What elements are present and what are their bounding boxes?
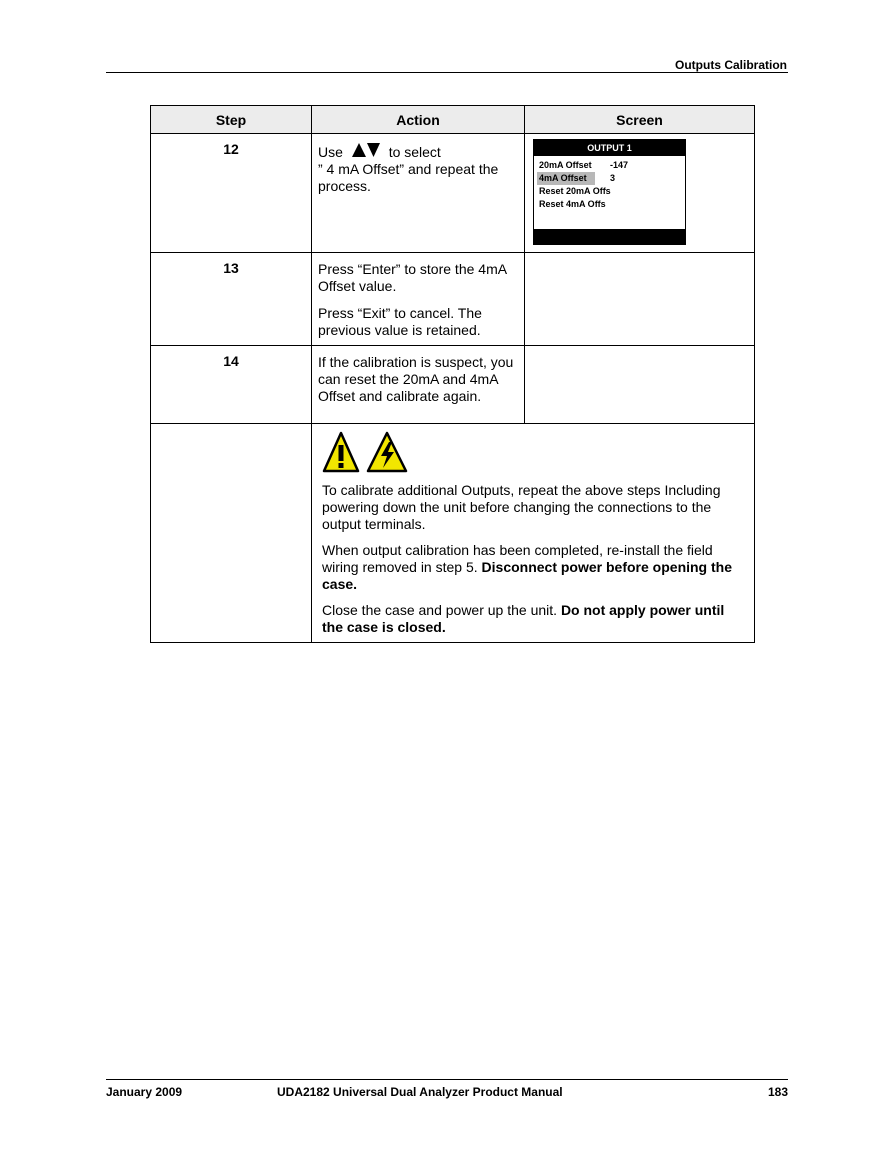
lcd-menu-item-4ma-offset	[537, 172, 616, 185]
action-paragraph: Press “Exit” to cancel. The previous value is retained.	[318, 305, 482, 338]
step-number: 14	[151, 346, 312, 424]
lcd-item-label: Reset 20mA Offs	[539, 186, 611, 196]
notes-warning-bold: Do not apply power until the case is closed.	[322, 602, 725, 635]
step-screen	[525, 134, 755, 253]
action-text-pre: Use	[318, 144, 343, 160]
table-row-step-13	[151, 253, 755, 346]
step-action	[312, 346, 525, 424]
notes-warning-bold: Disconnect power before opening the case.	[322, 559, 732, 592]
electrical-hazard-icon	[366, 461, 410, 477]
lcd-item-label: 20mA Offset	[539, 160, 592, 170]
action-text-line2: ” 4 mA Offset” and repeat the process.	[318, 161, 499, 194]
footer-date: January 2009	[106, 1085, 183, 1099]
lcd-menu-item-20ma-offset	[537, 159, 629, 172]
footer-divider	[106, 1079, 788, 1080]
lcd-bottom-bar	[534, 229, 685, 244]
step-action	[312, 253, 525, 346]
footer-manual-title: UDA2182 Universal Dual Analyzer Product Manual	[277, 1085, 563, 1099]
calibration-steps-table	[150, 105, 755, 643]
caution-icon	[322, 461, 366, 477]
notes-paragraph	[322, 602, 744, 636]
step-number: 13	[151, 253, 312, 346]
notes-text: Close the case and power up the unit.	[322, 602, 561, 618]
lcd-item-label: 4mA Offset	[537, 172, 595, 185]
column-header-screen: Screen	[525, 106, 755, 134]
table-row-step-12	[151, 134, 755, 253]
lcd-title: OUTPUT 1	[534, 140, 685, 156]
table-row-step-14	[151, 346, 755, 424]
warning-icons	[322, 430, 744, 476]
up-down-arrow-keys-icon	[351, 142, 381, 158]
lcd-menu-item-reset-20ma	[537, 185, 613, 198]
footer-page-number: 183	[767, 1085, 788, 1099]
column-header-action: Action	[312, 106, 525, 134]
action-text-post: to select	[388, 144, 441, 160]
lcd-screen-output-menu	[533, 139, 686, 245]
notes-paragraph: To calibrate additional Outputs, repeat the above steps Including powering down the unit before changing the connections to the output terminals.	[322, 482, 721, 532]
step-number: 12	[151, 134, 312, 253]
lcd-item-value: 3	[610, 173, 616, 183]
notes-cell	[312, 424, 755, 643]
step-action	[312, 134, 525, 253]
column-header-step: Step	[151, 106, 312, 134]
step-screen-empty	[525, 253, 755, 346]
notes-paragraph	[322, 542, 744, 593]
lcd-item-label: Reset 4mA Offs	[539, 199, 606, 209]
notes-text: When output calibration has been completed, re-install the field wiring removed in step 5.	[322, 542, 713, 575]
page-header-title: Outputs Calibration	[675, 58, 787, 72]
header-divider	[106, 72, 788, 73]
table-header-row	[151, 106, 755, 134]
action-paragraph: If the calibration is suspect, you can reset the 20mA and 4mA Offset and calibrate again.	[318, 354, 514, 404]
lcd-menu-item-reset-4ma	[537, 198, 608, 211]
step-screen-empty	[525, 346, 755, 424]
action-paragraph: Press “Enter” to store the 4mA Offset value.	[318, 261, 507, 294]
table-row-notes	[151, 424, 755, 643]
notes-step-empty	[151, 424, 312, 643]
lcd-item-value: -147	[610, 160, 629, 170]
